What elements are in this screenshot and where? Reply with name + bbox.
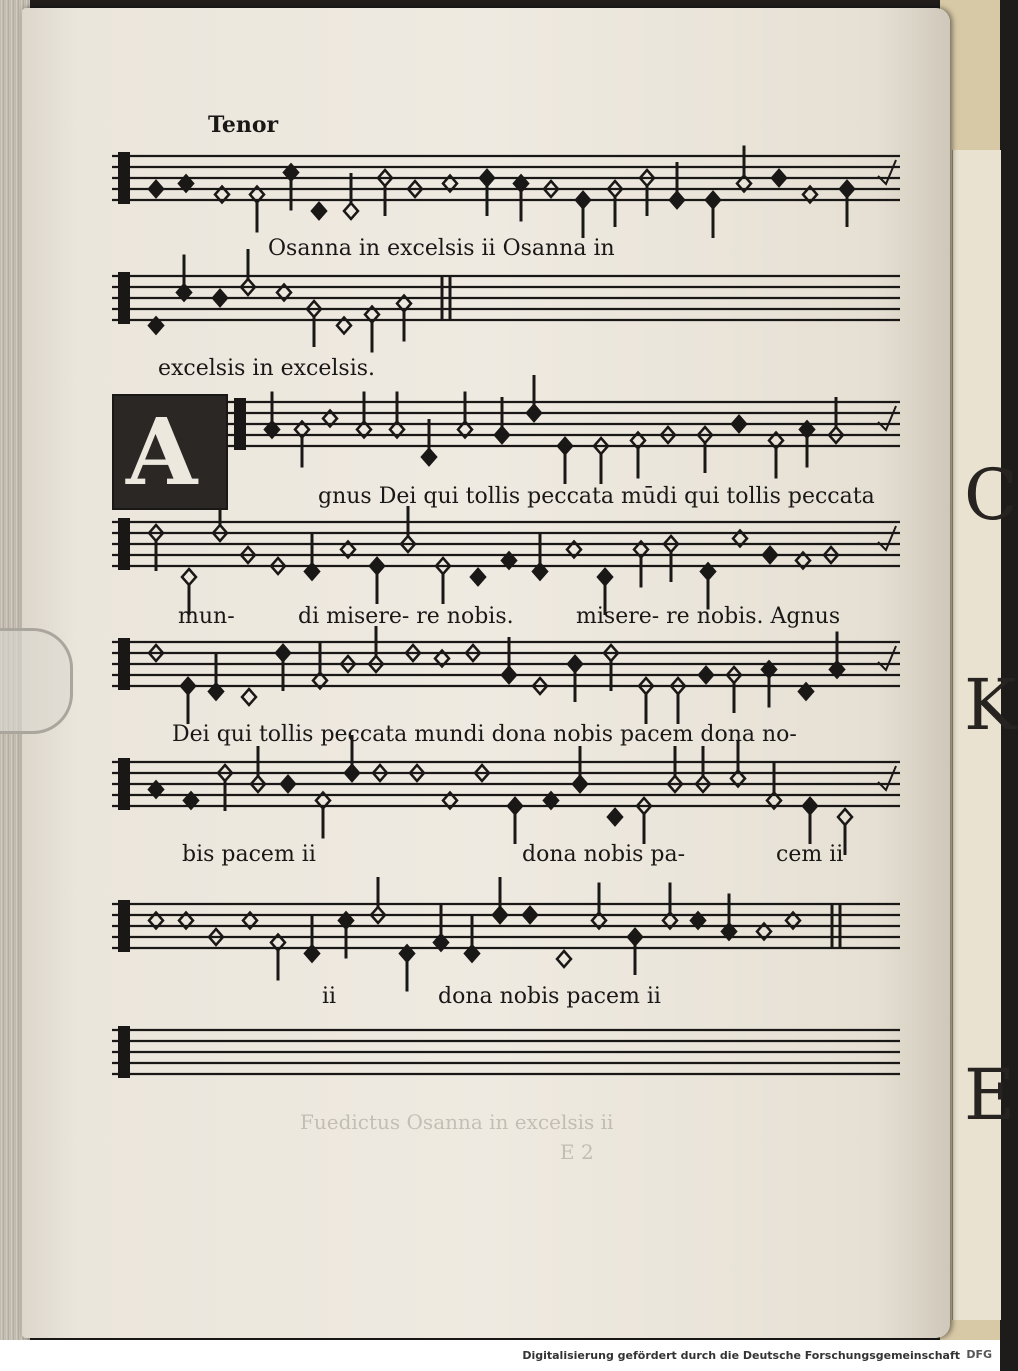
adjacent-page-letter: K xyxy=(964,664,1017,746)
note-head xyxy=(840,181,854,197)
note-head xyxy=(495,427,509,443)
adjacent-page-letter: E xyxy=(964,1054,1016,1136)
custos-mark xyxy=(878,160,896,184)
note-head xyxy=(699,667,713,683)
note-head xyxy=(557,951,571,967)
clef-mark xyxy=(118,152,130,204)
footer xyxy=(0,1340,1000,1371)
lyric-line-3: gnus Dei qui tollis peccata mūdi qui tollis peccata xyxy=(318,484,875,509)
note-head xyxy=(181,678,195,694)
note-head xyxy=(182,569,196,585)
lyric-line-6b: dona nobis pa- xyxy=(522,842,686,867)
lyric-line-7a: ii xyxy=(322,984,337,1009)
note-head xyxy=(370,558,384,574)
note-head xyxy=(598,569,612,585)
custos-mark xyxy=(878,646,896,670)
clef-mark xyxy=(118,900,130,952)
lyric-line-2: excelsis in excelsis. xyxy=(158,356,376,381)
adjacent-page-letter: C xyxy=(964,454,1018,536)
custos-mark xyxy=(878,406,896,430)
note-head xyxy=(508,798,522,814)
lyric-line-6a: bis pacem ii xyxy=(182,842,316,867)
clef-mark xyxy=(234,398,246,450)
clef-mark xyxy=(118,518,130,570)
note-head xyxy=(480,170,494,186)
lyric-line-6c: cem ii xyxy=(776,842,844,867)
lyric-line-7b: dona nobis pacem ii xyxy=(438,984,661,1009)
note-head xyxy=(628,929,642,945)
clef-mark xyxy=(118,638,130,690)
note-head xyxy=(527,405,541,421)
note-head xyxy=(149,181,163,197)
note-head xyxy=(838,809,852,825)
note-head xyxy=(803,798,817,814)
note-head xyxy=(276,645,290,661)
note-head xyxy=(213,290,227,306)
lyric-line-1: Osanna in excelsis ii Osanna in xyxy=(268,236,615,261)
lyric-line-4a: mun- xyxy=(178,604,235,629)
decorated-initial-letter: A xyxy=(126,398,198,506)
note-head xyxy=(242,689,256,705)
dfg-logo: DFG xyxy=(966,1348,992,1361)
note-head xyxy=(493,907,507,923)
note-head xyxy=(344,203,358,219)
note-head xyxy=(670,192,684,208)
bleed-through-signature: E 2 xyxy=(560,1140,594,1164)
note-head xyxy=(502,667,516,683)
note-head xyxy=(576,192,590,208)
note-head xyxy=(568,656,582,672)
note-head xyxy=(706,192,720,208)
lyric-line-4b: di misere- re nobis. xyxy=(298,604,514,629)
bleed-through-text: Fuedictus Osanna in excelsis ii xyxy=(300,1110,614,1134)
note-head xyxy=(608,809,622,825)
note-head xyxy=(772,170,786,186)
custos-mark xyxy=(878,766,896,790)
note-head xyxy=(523,907,537,923)
footer-credit: Digitalisierung gefördert durch die Deutsche Forschungsgemeinschaft xyxy=(522,1349,960,1362)
note-head xyxy=(422,449,436,465)
lyric-line-4c: misere- re nobis. Agnus xyxy=(576,604,841,629)
note-head xyxy=(763,547,777,563)
note-head xyxy=(281,776,295,792)
part-title: Tenor xyxy=(208,112,279,138)
note-head xyxy=(732,416,746,432)
custos-mark xyxy=(878,526,896,550)
lyric-line-5: Dei qui tollis peccata mundi dona nobis pacem dona no- xyxy=(172,722,797,747)
clef-mark xyxy=(118,272,130,324)
note-head xyxy=(312,203,326,219)
note-head xyxy=(558,438,572,454)
note-head xyxy=(471,569,485,585)
note-head xyxy=(573,776,587,792)
note-head xyxy=(345,765,359,781)
clef-mark xyxy=(118,758,130,810)
clef-mark xyxy=(118,1026,130,1078)
